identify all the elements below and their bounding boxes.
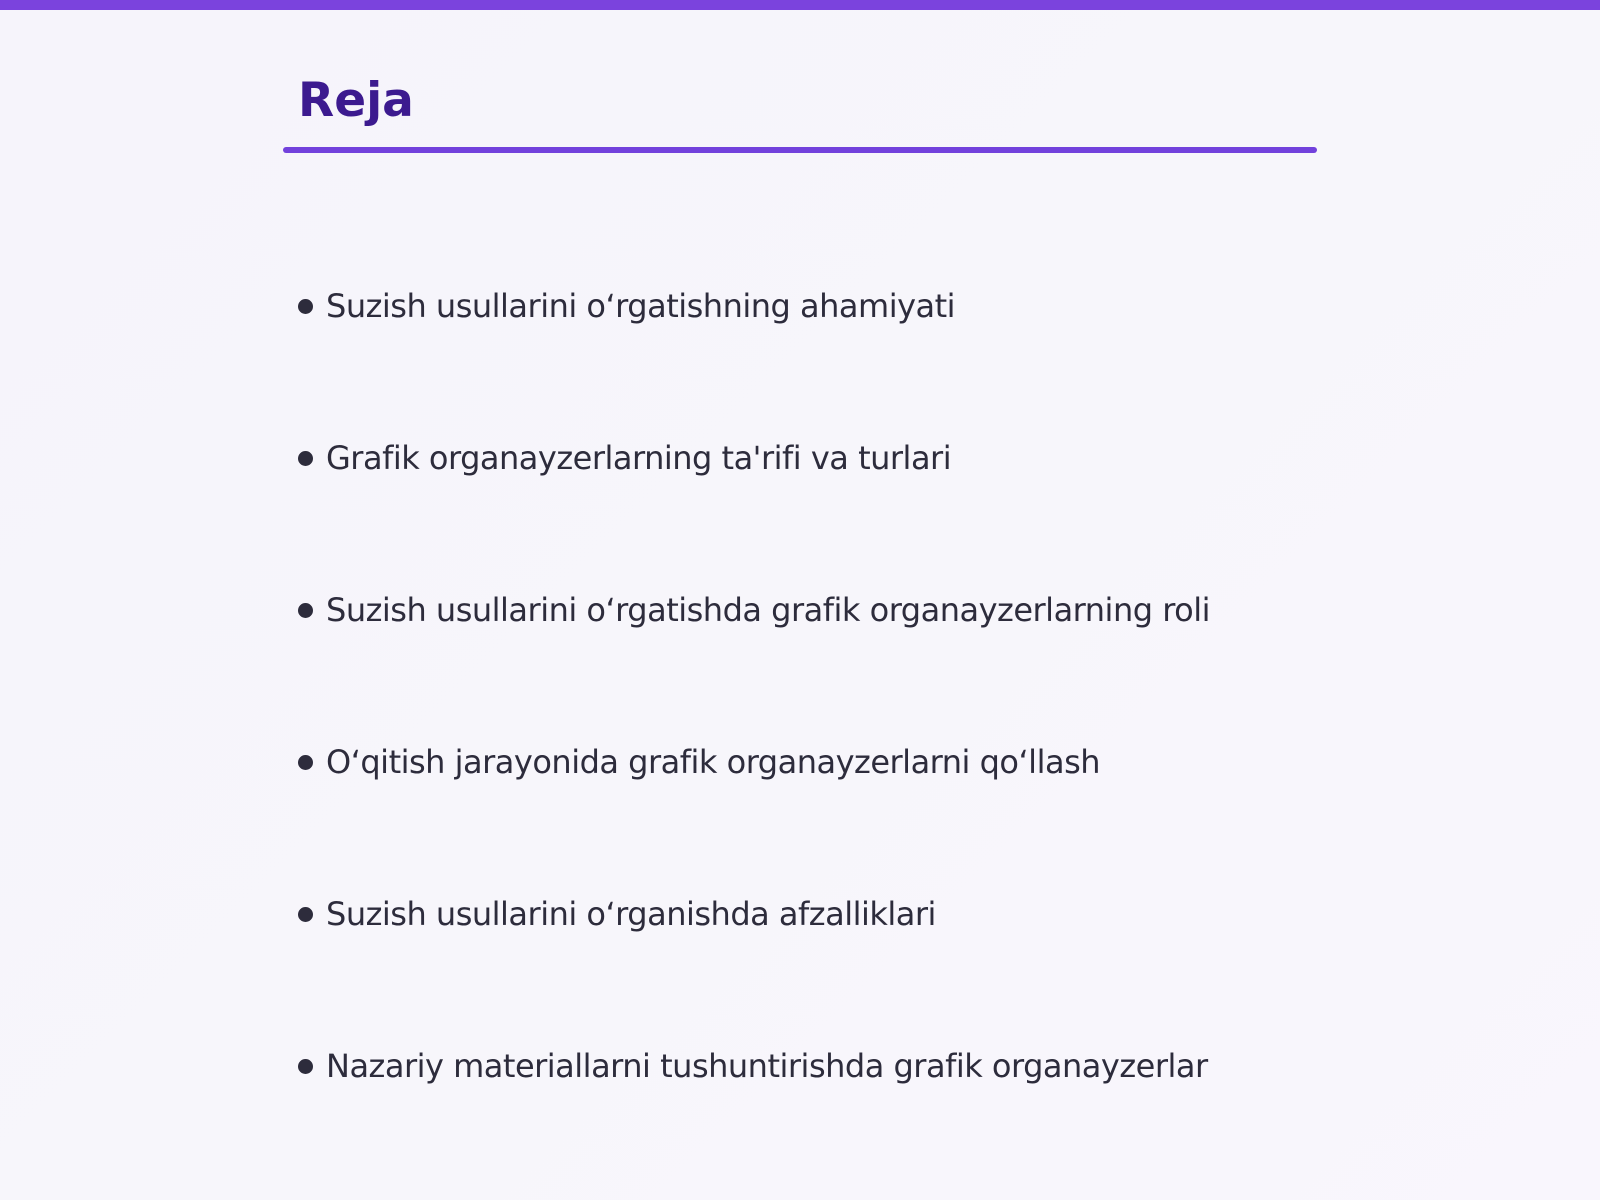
list-item-text: Nazariy materiallarni tushuntirishda grafik organayzerlar	[326, 1047, 1208, 1085]
top-accent-bar	[0, 0, 1600, 10]
title-underline	[283, 147, 1317, 153]
list-item	[298, 280, 1210, 432]
bullet-list	[298, 280, 1210, 1192]
list-item	[298, 584, 1210, 736]
list-item	[298, 736, 1210, 888]
list-item-text: O‘qitish jarayonida grafik organayzerlarni qo‘llash	[326, 743, 1101, 781]
list-item-text: Suzish usullarini o‘rgatishda grafik organayzerlarning roli	[326, 591, 1211, 629]
list-item-text: Suzish usullarini o‘rganishda afzalliklari	[326, 895, 936, 933]
bullet-icon	[298, 603, 313, 618]
list-item	[298, 432, 1210, 584]
list-item-text: Grafik organayzerlarning ta'rifi va turlari	[326, 439, 952, 477]
bullet-icon	[298, 299, 313, 314]
bullet-icon	[298, 907, 313, 922]
list-item-text: Suzish usullarini o‘rgatishning ahamiyati	[326, 287, 956, 325]
bullet-icon	[298, 451, 313, 466]
list-item	[298, 888, 1210, 1040]
bullet-icon	[298, 755, 313, 770]
bullet-icon	[298, 1059, 313, 1074]
list-item	[298, 1040, 1210, 1192]
slide-title: Reja	[298, 73, 414, 128]
